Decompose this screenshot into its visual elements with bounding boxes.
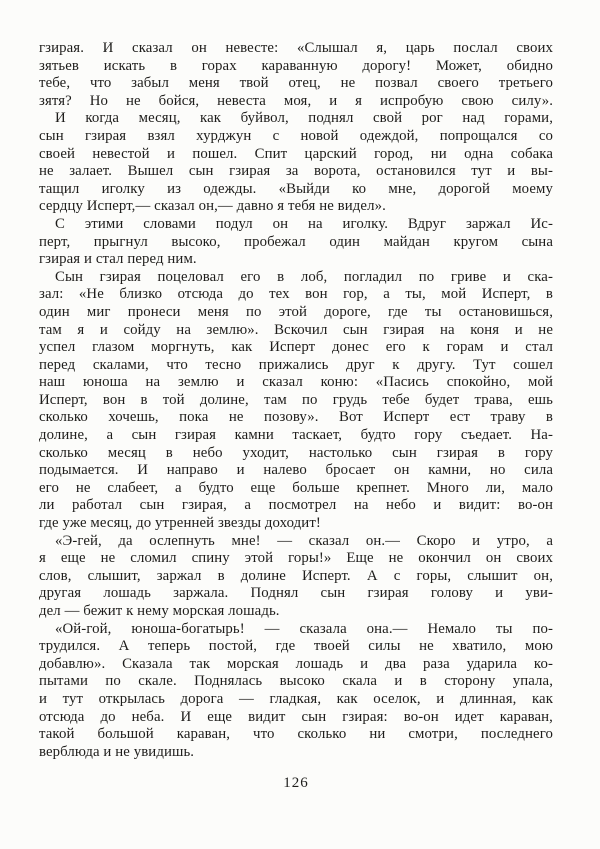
text-line: тебе, что забыл меня твой отец, не позвал своего третьего: [39, 75, 553, 92]
text-line: там я и сойду на землю». Вскочил сын гзирая на коня и не: [39, 321, 553, 338]
text-line: гзирая и стал перед ним.: [39, 251, 197, 268]
text-line: Исперт, вон в той долине, там по грудь тебе будет трава, ешь: [39, 391, 553, 408]
text-line: сердцу Исперт,— сказал он,— давно я тебя не видел».: [39, 198, 386, 215]
text-line: наш юноша на землю и сказал коню: «Пасись спокойно, мой: [39, 374, 553, 391]
text-line: сколько месяц в небо уходит, настолько сын гзирая в гору: [39, 444, 553, 461]
text-line: перед скалами, что тесно прижались друг к другу. Тут сошел: [39, 356, 553, 373]
page-number: 126: [283, 775, 309, 791]
text-line: его не слабеет, а будто еще больше крепнет. Много ли, мало: [39, 479, 553, 496]
text-line: слов, слышит, заржал в долине Исперт. А с горы, слышит он,: [39, 567, 553, 584]
text-block: [39, 40, 553, 761]
text-line: И когда месяц, как буйвол, поднял свой рог над горами,: [55, 110, 553, 127]
text-line: трудился. А теперь постой, где твоей силы не хватило, мою: [39, 638, 553, 655]
text-line: верблюда и не увидишь.: [39, 743, 195, 760]
text-line: С этими словами подул он на иголку. Вдруг заржал Ис-: [55, 215, 553, 232]
text-line: «Ой-гой, юноша-богатырь! — сказала она.— Немало ты по-: [55, 620, 553, 637]
text-line: дел — бежит к нему морская лошадь.: [39, 603, 280, 619]
text-line: добавлю». Сказала так морская лошадь и два раза ударила ко-: [39, 655, 553, 672]
text-line: один миг пронеси меня по этой дороге, где ты остановишься,: [39, 303, 553, 320]
text-line: такой большой караван, что сколько ни смотри, последнего: [39, 726, 553, 743]
text-line: ли работал сын гзирая, а посмотрел на небо и видит: во-он: [39, 497, 553, 514]
text-line: успел глазом моргнуть, как Исперт донес его к горам и стал: [39, 339, 553, 356]
text-line: долине, а сын гзирая камни таскает, будто гору съедает. На-: [39, 427, 553, 444]
text-line: Сын гзирая поцеловал его в лоб, погладил по гриве и ска-: [55, 268, 553, 285]
text-line: сын гзирая взял хурджун с новой одеждой, попрощался со: [39, 127, 553, 144]
text-line: пытами по скале. Поднялась высоко скала и в сторону упала,: [39, 673, 553, 690]
text-line: зятьев искать в горах караванную дорогу! Может, обидно: [39, 57, 553, 74]
text-line: другая лошадь заржала. Поднял сын гзирая голову и уви-: [39, 585, 553, 602]
text-line: не залает. Вышел сын гзирая за ворота, остановился тут и вы-: [39, 163, 553, 180]
text-line: подымается. И направо и налево бросает он камни, но сила: [39, 462, 553, 479]
text-line: своей невестой и пошел. Спит царский город, ни одна собака: [39, 145, 553, 162]
text-line: сколько хочешь, пока не позову». Вот Исперт ест траву в: [39, 409, 553, 426]
text-line: гзирая. И сказал он невесте: «Слышал я, царь послал своих: [39, 40, 553, 56]
text-line: я еще не сломил спину этой горы!» Еще не окончил он своих: [39, 550, 553, 567]
text-line: зятя? Но не бойся, невеста моя, и я испробую свою силу».: [39, 92, 553, 109]
text-line: отсюда до неба. И еще видит сын гзирая: во-он идет караван,: [39, 708, 553, 725]
text-line: зал: «Не близко отсюда до тех вон гор, а ты, мой Исперт, в: [39, 286, 553, 303]
text-line: тащил иголку из одежды. «Выйди ко мне, дорогой моему: [39, 180, 553, 197]
text-line: перт, прыгнул высоко, пробежал один майдан кругом сына: [39, 233, 553, 250]
text-line: и тут открылась дорога — гладкая, как оселок, и длинная, как: [39, 690, 553, 707]
text-line: где уже месяц, до утренней звезды доходит!: [39, 515, 321, 532]
text-line: «Э-гей, да ослепнуть мне! — сказал он.— Скоро и утро, а: [55, 532, 553, 549]
